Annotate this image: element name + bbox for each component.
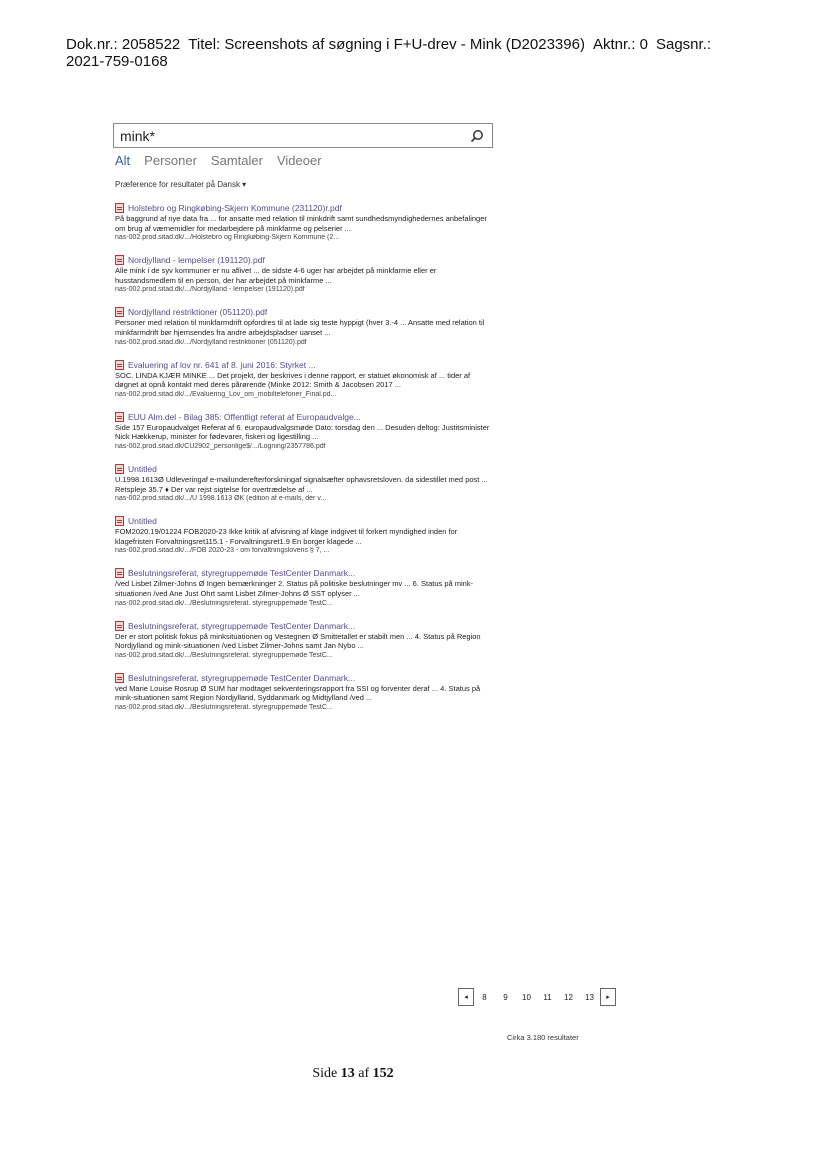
page-link[interactable]: 8 [482, 992, 487, 1002]
result-snippet: U.1998.1613Ø Udleveringaf e-mailunderefterforskningaf signalsæfter ophavsretsloven. da sidestillet med post ... Retspleje 35.7 ♦ Der var rejst sigtelse for overtrædelse af ... [115, 474, 488, 494]
result-item [115, 307, 493, 345]
result-title-row [115, 464, 493, 474]
tab-samtaler[interactable]: Samtaler [210, 153, 263, 168]
pdf-file-icon [115, 673, 124, 683]
result-item [115, 621, 493, 659]
doc-title: Titel: Screenshots af søgning i F+U-drev - Mink (D2023396) [188, 36, 585, 53]
result-count: Cirka 3.180 resultater [507, 1033, 579, 1042]
result-url: nas-002.prod.sitad.dk/.../Evaluering_Lov_om_mobiltelefoner_Final.pd... [115, 390, 337, 398]
tab-videoer[interactable]: Videoer [276, 153, 322, 168]
result-title-row [115, 412, 493, 422]
tab-alt[interactable]: Alt [115, 153, 131, 168]
pagination [458, 988, 616, 1006]
result-snippet: FOM2020.19/01224 FOB2020-23 Ikke kritik af afvisning af klage indgivet til forkert myndighed inden for klagefristen Forvaltningsret115.1 - Forvaltningsret1.9 En borger klagede ... [115, 527, 458, 546]
page-footer [0, 1066, 706, 1082]
result-title-link[interactable]: Nordjylland - lempelser (191120).pdf [128, 255, 265, 266]
result-url: nas-002.prod.sitad.dk/.../Beslutningsreferat. styregruppemøde TestC... [115, 703, 333, 711]
result-url: nas-002.prod.sitad.dk/.../U 1998.1613 ØK (edition af e-mails, der v... [115, 495, 327, 503]
result-title-row [115, 307, 493, 317]
result-title-link[interactable]: Untitled [128, 516, 157, 527]
page-link[interactable]: 10 [522, 992, 531, 1002]
pdf-file-icon [115, 464, 124, 474]
result-title-row [115, 621, 493, 631]
footer-of-label: af [358, 1066, 370, 1081]
sags-number-label: Sagsnr.: [655, 36, 712, 53]
footer-total-pages: 152 [372, 1066, 394, 1081]
result-title-row [115, 568, 493, 578]
sags-number: 2021-759-0168 [66, 53, 168, 70]
footer-current-page: 13 [340, 1066, 355, 1081]
result-title-link[interactable]: EUU Alm.del - Bilag 385: Offentligt referat af Europaudvalge... [128, 411, 361, 422]
footer-side-label: Side [312, 1066, 338, 1081]
result-snippet: ved Marie Louise Rosrup Ø SUM har modtaget sekventeringsrapport fra SSI og forventer deraf ... 4. Status på mink-situationen samt Region Nordjylland, Syddanmark og Midtjylland /ved ... [115, 683, 481, 703]
page-link[interactable]: 11 [543, 992, 552, 1002]
pdf-file-icon [115, 568, 124, 578]
result-url: nas-002.prod.sitad.dk/.../Nordjylland - lempelser (191120).pdf [115, 286, 305, 294]
pdf-file-icon [115, 412, 124, 422]
result-url: nas-002.prod.sitad.dk/CU2902_personlige$/.../Logning/2357786.pdf [115, 442, 326, 450]
result-url: nas-002.prod.sitad.dk/.../Nordjylland restriktioner (051120).pdf [115, 338, 307, 346]
prev-page-button[interactable]: ◂ [458, 988, 474, 1006]
page-link-current[interactable]: 13 [585, 992, 594, 1002]
result-title-link[interactable]: Holstebro og Ringkøbing-Skjern Kommune (231120)r.pdf [128, 203, 342, 213]
page-link[interactable]: 12 [564, 992, 573, 1002]
search-box[interactable] [113, 123, 493, 148]
result-title-row [115, 203, 493, 213]
result-title-row [115, 673, 493, 683]
result-snippet: Alle mink i de syv kommuner er nu aflivet ... de sidste 4-6 uger har arbejdet på minkfarme eller er husstandsmedlem til en person, der har arbejdet på minkfarme ... [115, 266, 437, 285]
pdf-file-icon [115, 203, 124, 213]
result-item [115, 255, 493, 293]
result-snippet: Side 157 Europaudvalget Referat af 6. europaudvalgsmøde Dato: torsdag den ... Desuden deltog: Justitsminister Nick Hækkerup, minister for fødevarer, fiskeri og ligestilling ... [115, 422, 490, 442]
search-icon[interactable] [468, 127, 486, 145]
akt-number: Aktnr.: 0 [592, 36, 648, 53]
doc-number: Dok.nr.: 2058522 [66, 36, 181, 53]
pdf-file-icon [115, 621, 124, 631]
page-link[interactable]: 9 [503, 992, 508, 1002]
search-tabs [115, 153, 322, 168]
result-title-link[interactable]: Beslutningsreferat, styregruppemøde TestCenter Danmark... [128, 620, 356, 631]
result-title-row [115, 360, 493, 370]
language-preference[interactable]: Præference for resultater på Dansk ▾ [115, 180, 247, 189]
result-title-row [115, 255, 493, 265]
result-item [115, 673, 493, 711]
pdf-file-icon [115, 360, 124, 370]
result-snippet: På baggrund af nye data fra ... for ansatte med relation til minkdrift samt sundhedsmyndighedernes anbefalinger om brug af værnemidler for medarbejdere på minkfarme og pelserier ... [115, 214, 487, 233]
results-list [115, 203, 493, 725]
result-url: nas-002.prod.sitad.dk/.../Holstebro og Ringkøbing-Skjern Kommune (2... [115, 234, 340, 242]
result-item [115, 516, 493, 554]
result-snippet: /ved Lisbet Zilmer-Johns Ø Ingen bemærkninger 2. Status på politiske beslutninger mv ... 6. Status på mink-situationen /ved Ane Just Ohrt samt Lisbet Zilmer-Johns Ø SST oplyser ... [115, 579, 474, 598]
pdf-file-icon [115, 307, 124, 317]
result-title-row [115, 516, 493, 526]
result-title-link[interactable]: Beslutningsreferat, styregruppemøde TestCenter Danmark... [128, 672, 356, 683]
next-page-button[interactable]: ▸ [600, 988, 616, 1006]
result-title-link[interactable]: Beslutningsreferat, styregruppemøde TestCenter Danmark... [128, 568, 356, 579]
pdf-file-icon [115, 516, 124, 526]
result-snippet: SOC. LINDA KJÆR MINKE ... Det projekt, der beskrives i denne rapport, er statuet økonomisk af ... tider af døgnet at opnå kontakt med deres pårørende (Minke 2012: Smith & Jacobsen 2017 ... [115, 370, 471, 390]
result-item [115, 464, 493, 502]
result-item [115, 360, 493, 398]
result-snippet: Personer med relation til minkfarmdrift opfordres til at lade sig teste hyppigt (hver 3.-4 ... Ansatte med relation til minkfarmdrift bør hjemsendes fra andre arbejdspladser uanset ... [115, 318, 485, 337]
tab-personer[interactable]: Personer [144, 153, 197, 168]
pdf-file-icon [115, 255, 124, 265]
result-url: nas-002.prod.sitad.dk/.../Beslutningsreferat. styregruppemøde TestC... [115, 599, 333, 607]
document-header [66, 36, 786, 70]
result-item [115, 203, 493, 241]
result-url: nas-002.prod.sitad.dk/.../FOB 2020-23 - om forvaltningslovens § 7, ... [115, 547, 330, 555]
result-url: nas-002.prod.sitad.dk/.../Beslutningsreferat. styregruppemøde TestC... [115, 651, 333, 659]
search-input[interactable]: mink* [120, 127, 156, 144]
result-title-link[interactable]: Evaluering af lov nr. 641 af 8. juni 2016: Styrket ... [128, 359, 316, 370]
result-snippet: Der er stort politisk fokus på minksituationen og Vestegnen Ø Smittetallet er stabilt men ... 4. Status på Region Nordjylland og mink-situationen /ved Lisbet Zilmer-Johns samt Jan Nybo ... [115, 631, 481, 651]
result-item [115, 568, 493, 606]
result-title-link[interactable]: Nordjylland restriktioner (051120).pdf [128, 307, 268, 318]
result-title-link[interactable]: Untitled [128, 463, 157, 474]
result-item [115, 412, 493, 450]
